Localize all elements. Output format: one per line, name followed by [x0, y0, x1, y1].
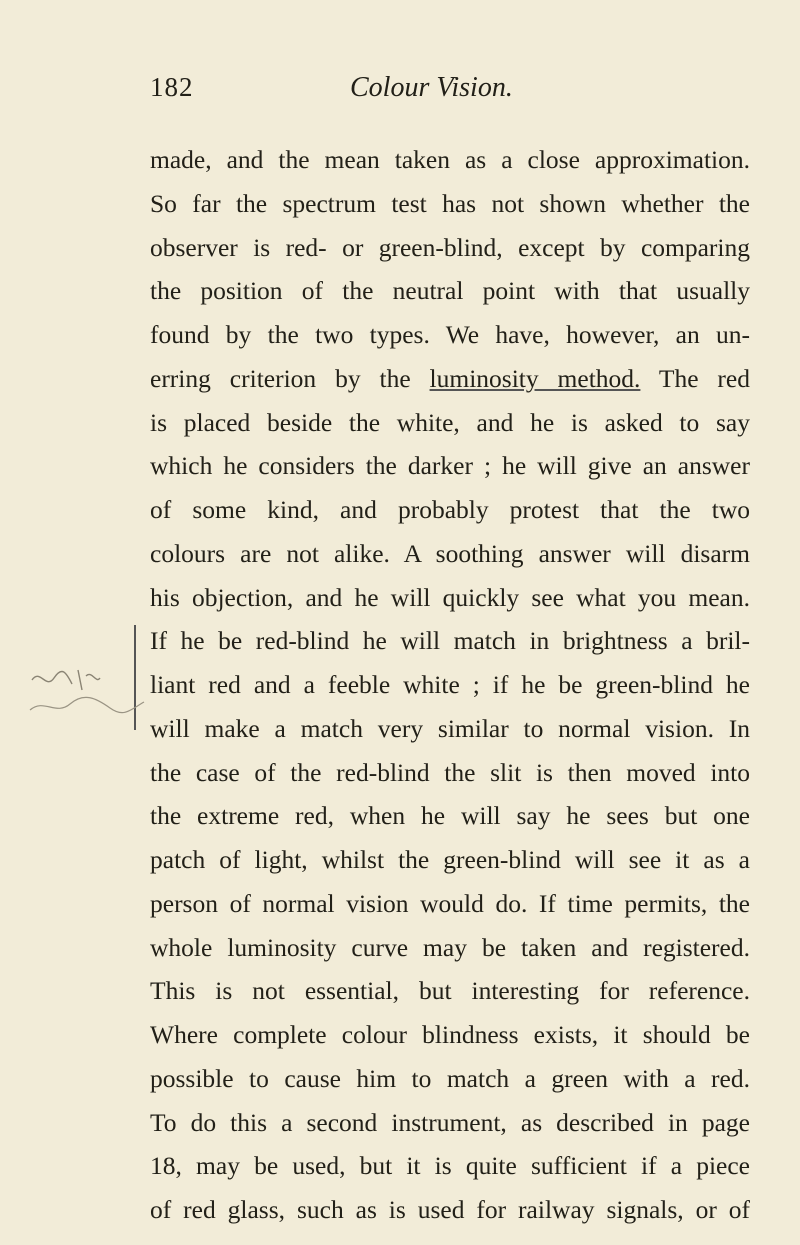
margin-pencil-scribble: [26, 650, 146, 740]
text-line: Where complete colour blindness exists, it should be: [150, 1020, 750, 1049]
text-line: So far the spectrum test has not shown whether the: [150, 188, 750, 218]
text-line: is placed beside the white, and he is asked to say: [150, 407, 750, 437]
text-line: of red glass, such as is used for railway signals, or of: [150, 1195, 750, 1224]
text-line-underlined: [150, 357, 750, 401]
running-title: Colour Vision.: [350, 72, 513, 103]
text-line: 18, may be used, but it is quite sufficient if a piece: [150, 1151, 750, 1181]
text-line: This is not essential, but interesting for reference.: [150, 976, 750, 1006]
text-line: which he considers the darker ; he will give an answer: [150, 451, 750, 481]
page-header: [150, 72, 710, 112]
text-line: the case of the red-blind the slit is then moved into: [150, 757, 750, 787]
text-line: colours are not alike. A soothing answer will disarm: [150, 538, 750, 568]
text-line-segment: erring criterion by the: [150, 363, 430, 393]
text-line: patch of light, whilst the green-blind will see it as a: [150, 845, 750, 874]
text-line: possible to cause him to match a green with a red.: [150, 1063, 750, 1093]
text-line: made, and the mean taken as a close approximation.: [150, 145, 750, 174]
text-line: observer is red- or green-blind, except by comparing: [150, 232, 750, 262]
text-line: liant red and a feeble white ; if he be green-blind he: [150, 670, 750, 699]
text-line: If he be red-blind he will match in brightness a bril-: [150, 626, 750, 656]
page-number: 182: [150, 72, 194, 102]
underlined-phrase: luminosity method.: [429, 363, 641, 393]
text-line: found by the two types. We have, however, an un-: [150, 320, 750, 349]
text-line-segment: The red: [640, 363, 750, 393]
text-line: will make a match very similar to normal vision. In: [150, 713, 750, 743]
text-line: the position of the neutral point with that usually: [150, 276, 750, 306]
text-line: of some kind, and probably protest that the two: [150, 495, 750, 524]
text-line: To do this a second instrument, as described in page: [150, 1107, 750, 1137]
text-line: whole luminosity curve may be taken and registered.: [150, 932, 750, 962]
text-line: person of normal vision would do. If time permits, the: [150, 888, 750, 918]
body-text: [150, 138, 750, 1232]
text-line: his objection, and he will quickly see what you mean.: [150, 582, 750, 612]
text-line: the extreme red, when he will say he sees but one: [150, 801, 750, 831]
